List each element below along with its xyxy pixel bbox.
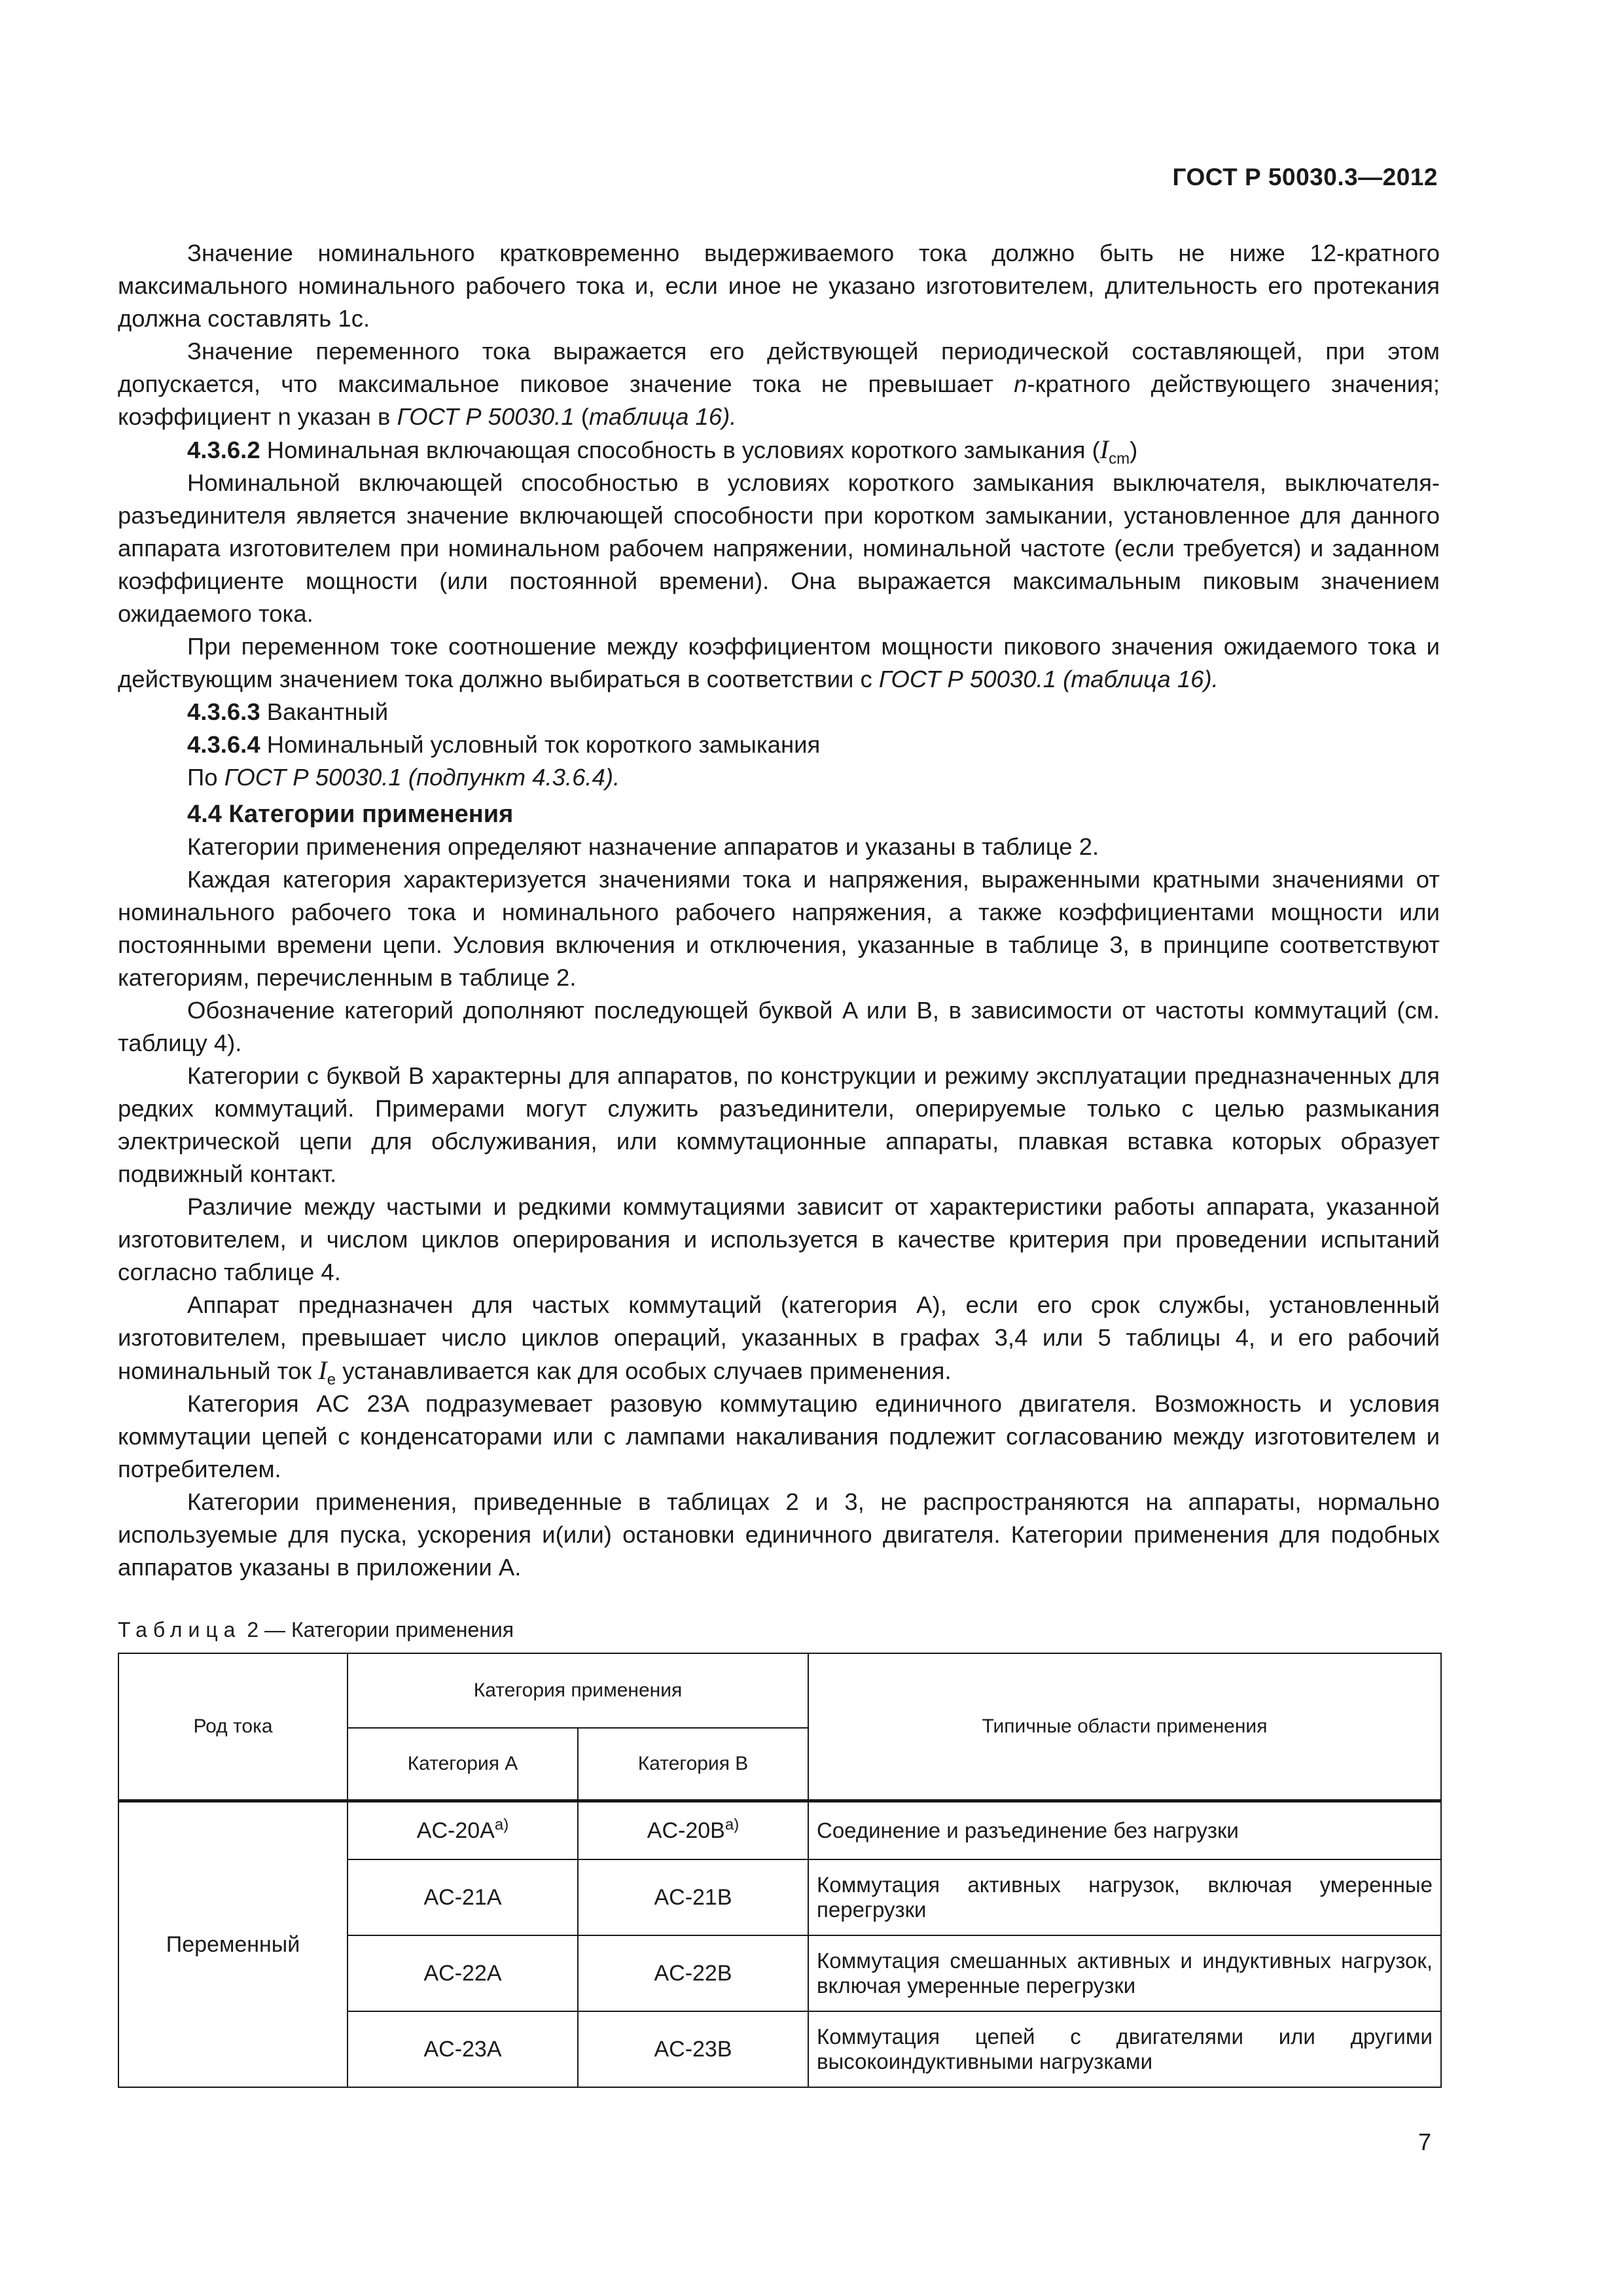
paragraph [118, 335, 1440, 433]
category-a-cell [348, 1801, 578, 1860]
application-area-cell: Соединение и разъединение без нагрузки [808, 1801, 1441, 1860]
paragraph: Номинальной включающей способностью в условиях короткого замыкания выключателя, выключателя-разъединителя является значение включающей способности при коротком замыкании, установленное для данного аппарата изготовителем при номинальном рабочем напряжении, номинальной частоте (если требуется) и заданном коэффициенте мощности (или постоянной времени). Она выражается максимальным пиковым значением ожидаемого тока. [118, 469, 1440, 627]
paragraph [118, 1289, 1440, 1388]
table-caption [118, 1617, 514, 1643]
subsection-title: Вакантный [260, 698, 389, 725]
current-symbol: I [1099, 435, 1109, 464]
category-code: AC-20A [416, 1818, 495, 1843]
table-row [118, 1801, 1441, 1860]
category-a-cell: AC-21A [348, 1859, 578, 1935]
text-run: устанавливается как для особых случаев применения. [336, 1357, 952, 1384]
page-number: 7 [1418, 2128, 1431, 2155]
paragraph: Различие между частыми и редкими коммутациями зависит от характеристики работы аппарата, указанной изготовителем, и числом циклов оперирования и используется в качестве критерия при проведении испытаний согласно таблице 4. [118, 1193, 1440, 1285]
category-code: AC-20B [647, 1818, 725, 1843]
text-run: ( [574, 403, 589, 430]
category-b-cell: AC-22B [578, 1935, 808, 2011]
table-caption-text: 2 — Категории применения [241, 1618, 514, 1641]
current-type-cell: Переменный [118, 1801, 348, 2088]
subsection-heading [118, 433, 1440, 467]
text-run: ) [1130, 437, 1138, 463]
italic-symbol: n [1014, 370, 1027, 397]
standard-reference: ГОСТ Р 50030.1 (подпункт 4.3.6.4). [224, 764, 620, 791]
section-heading: 4.4 Категории применения [187, 800, 514, 828]
paragraph: Категория AC 23A подразумевает разовую коммутацию единичного двигателя. Возможность и условия коммутации цепей с конденсаторами или с лампами накаливания подлежит согласованию между изготовителем и потребителем. [118, 1390, 1440, 1482]
subsection-heading [118, 696, 1440, 728]
subsection-title: Номинальный условный ток короткого замыкания [260, 731, 821, 758]
current-symbol: I [318, 1355, 327, 1385]
category-b-cell [578, 1801, 808, 1860]
application-area-cell: Коммутация смешанных активных и индуктивных нагрузок, включая умеренные перегрузки [808, 1935, 1441, 2011]
text-run: По [187, 764, 224, 791]
text-run: Значение переменного тока выражается его действующей периодической составляющей, при этом допускается, что максимальное пиковое значение тока не превышает [118, 338, 1440, 397]
paragraph: Значение номинального кратковременно выдерживаемого тока должно быть не ниже 12-кратного максимального номинального рабочего тока и, если иное не указано изготовителем, длительность его протекания должна составлять 1с. [118, 240, 1440, 332]
paragraph: Категории применения, приведенные в таблицах 2 и 3, не распространяются на аппараты, нормально используемые для пуска, ускорения и(или) остановки единичного двигателя. Категории применения для подобных аппаратов указаны в приложении A. [118, 1488, 1440, 1581]
standard-reference: ГОСТ Р 50030.1 [397, 403, 575, 430]
subsection-number: 4.3.6.2 [187, 437, 260, 463]
subsection-number: 4.3.6.3 [187, 698, 260, 725]
text-run: -кратного действующего значения; коэффициент n указан в [118, 370, 1440, 430]
current-subscript: e [327, 1371, 336, 1389]
body-text [118, 237, 1440, 1584]
subsection-title: Номинальная включающая способность в условиях короткого замыкания ( [260, 437, 1100, 463]
category-b-cell: AC-23B [578, 2011, 808, 2087]
table-caption-word: Таблица [118, 1618, 241, 1641]
footnote-mark: a) [494, 1816, 509, 1834]
application-area-cell: Коммутация активных нагрузок, включая умеренные перегрузки [808, 1859, 1441, 1935]
paragraph: Обозначение категорий дополняют последующей буквой A или B, в зависимости от частоты коммутаций (см. таблицу 4). [118, 997, 1440, 1056]
application-area-cell: Коммутация цепей с двигателями или другими высокоиндуктивными нагрузками [808, 2011, 1441, 2087]
header-category-group: Категория применения [348, 1653, 808, 1728]
footnote-mark: a) [724, 1816, 740, 1834]
paragraph: Каждая категория характеризуется значениями тока и напряжения, выраженными кратными значениями от номинального рабочего тока и номинального рабочего напряжения, а также коэффициентами мощности или постоянными времени цепи. Условия включения и отключения, указанные в таблице 3, в принципе соответствуют категориям, перечисленным в таблице 2. [118, 866, 1440, 991]
text-run: При переменном токе соотношение между коэффициентом мощности пикового значения ожидаемого тока и действующим значением тока должно выбираться в соответствии с [118, 633, 1440, 692]
standard-reference: ГОСТ Р 50030.1 (таблица 16). [878, 666, 1219, 692]
header-typical-areas: Типичные области применения [808, 1653, 1441, 1801]
subsection-number: 4.3.6.4 [187, 731, 260, 758]
paragraph: Категории применения определяют назначение аппаратов и указаны в таблице 2. [187, 833, 1099, 860]
document-header: ГОСТ Р 50030.3—2012 [1172, 164, 1438, 190]
header-current-type: Род тока [118, 1653, 348, 1801]
subsection-heading [118, 728, 1440, 761]
categories-table [118, 1653, 1442, 2088]
category-a-cell: AC-22A [348, 1935, 578, 2011]
paragraph [118, 761, 1440, 794]
table-reference: таблица 16). [588, 403, 737, 430]
paragraph [118, 630, 1440, 696]
text-run: Аппарат предназначен для частых коммутаций (категория A), если его срок службы, установленный изготовителем, превышает число циклов операций, указанных в графах 3,4 или 5 таблицы 4, и его рабочий номинальный ток [118, 1291, 1440, 1384]
category-a-cell: AC-23A [348, 2011, 578, 2087]
header-category-a: Категория A [348, 1728, 578, 1801]
category-b-cell: AC-21B [578, 1859, 808, 1935]
paragraph: Категории с буквой B характерны для аппаратов, по конструкции и режиму эксплуатации предназначенных для редких коммутаций. Примерами могут служить разъединители, оперируемые только с целью размыкания электрической цепи для обслуживания, или коммутационные аппараты, плавкая вставка которых образует подвижный контакт. [118, 1062, 1440, 1187]
header-category-b: Категория B [578, 1728, 808, 1801]
current-subscript: cm [1109, 450, 1130, 468]
